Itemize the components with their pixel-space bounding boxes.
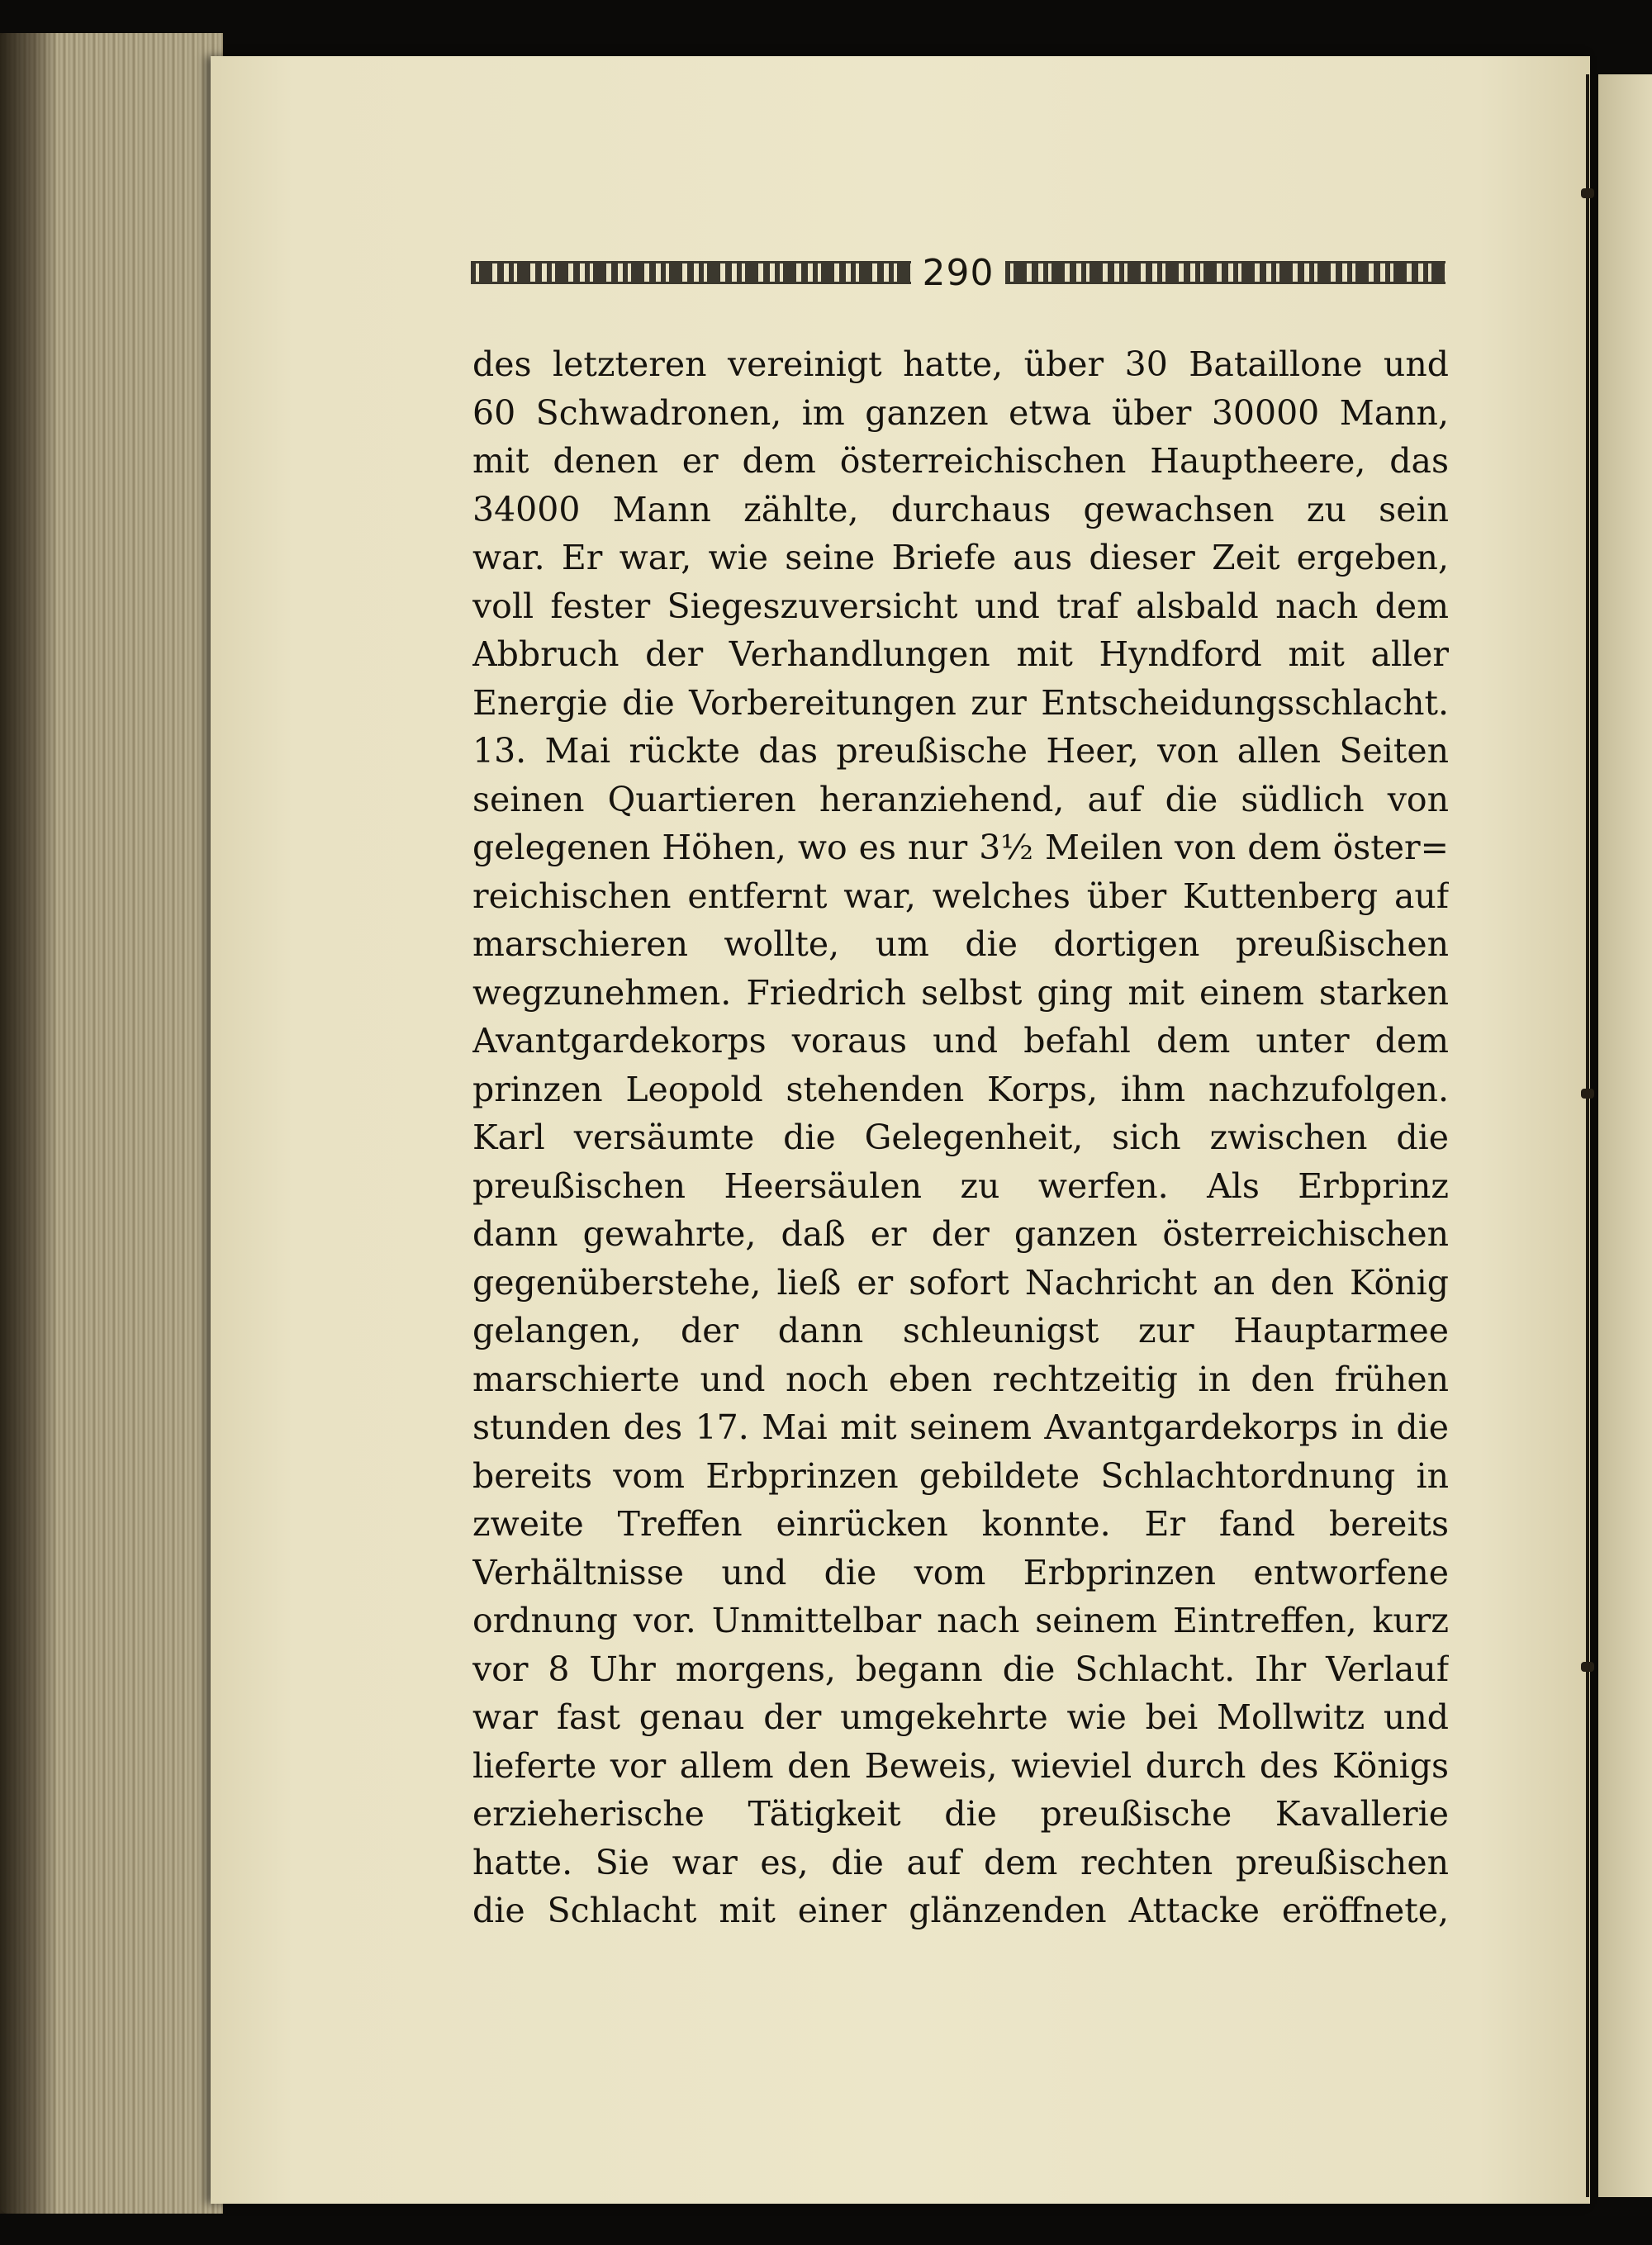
text-line-content: ordnung vor. Unmittelbar nach seinem Eintreffen, kurz (472, 1601, 1449, 1640)
text-line (472, 1259, 1449, 1308)
text-line (472, 969, 1449, 1018)
text-line (472, 437, 1449, 486)
text-line-content: wegzunehmen. Friedrich selbst ging mit einem starken (472, 972, 1449, 1013)
text-line-content: mit denen er dem österreichischen Hauptheere, das (472, 441, 1449, 481)
text-line (472, 1355, 1449, 1404)
text-line (472, 776, 1449, 824)
text-line (472, 1597, 1449, 1645)
header-ornament-left (471, 261, 911, 284)
binding-knot (1581, 188, 1594, 198)
binding-knot (1581, 1662, 1594, 1672)
text-line (472, 1693, 1449, 1742)
text-line-content: marschieren wollte, um die dortigen preußischen (472, 924, 1449, 964)
text-line-content: bereits vom Erbprinzen gebildete Schlachtordnung in (472, 1455, 1449, 1496)
facing-page-edge (1598, 74, 1652, 2197)
text-line (472, 920, 1449, 969)
text-line-content: marschierte und noch eben rechtzeitig in den frühen (472, 1359, 1449, 1399)
binding-thread (1586, 74, 1589, 2197)
text-line (472, 1307, 1449, 1355)
text-line (472, 1742, 1449, 1791)
text-line (472, 1403, 1449, 1452)
text-line-content: stunden des 17. Mai mit seinem Avantgardekorps in die (472, 1407, 1449, 1447)
running-header (471, 248, 1446, 297)
text-line-content: 60 Schwadronen, im ganzen etwa über 30000 Mann, (472, 392, 1449, 433)
text-line-content: preußischen Heersäulen zu werfen. Als Erbprinz (472, 1165, 1449, 1206)
text-line-content: die Schlacht mit einer glänzenden Attacke eröffnete, (472, 1891, 1449, 1930)
text-line-content: 13. Mai rückte das preußische Heer, von allen Seiten (472, 731, 1449, 771)
text-line (472, 823, 1449, 872)
header-ornament-right (1005, 261, 1446, 284)
text-line-content: voll fester Siegeszuversicht und traf alsbald nach dem (472, 586, 1449, 626)
text-line (472, 872, 1449, 921)
text-line (472, 389, 1449, 438)
text-line (472, 1645, 1449, 1694)
text-line (472, 1887, 1449, 1935)
text-line (472, 1210, 1449, 1259)
text-line (472, 534, 1449, 582)
body-text (472, 340, 1449, 1935)
text-line-content: Abbruch der Verhandlungen mit Hyndford mit aller (472, 634, 1449, 674)
text-line-content: Avantgardekorps voraus und befahl dem unter dem (472, 1021, 1449, 1061)
text-line (472, 1452, 1449, 1501)
text-line-content: Energie die Vorbereitungen zur Entscheidungsschlacht. (472, 682, 1449, 723)
text-line (472, 679, 1449, 728)
text-line (472, 1790, 1449, 1839)
text-line-content: seinen Quartieren heranziehend, auf die südlich von (472, 779, 1449, 819)
text-line-content: hatte. Sie war es, die auf dem rechten preußischen (472, 1842, 1449, 1882)
text-line-content: vor 8 Uhr morgens, begann die Schlacht. Ihr Verlauf (472, 1649, 1449, 1689)
text-line (472, 630, 1449, 679)
text-line (472, 1113, 1449, 1162)
text-line (472, 1017, 1449, 1066)
text-line (472, 1162, 1449, 1211)
binding-knot (1581, 1089, 1594, 1099)
text-line-content: lieferte vor allem den Beweis, wieviel durch des Königs (472, 1745, 1449, 1786)
text-line-content: prinzen Leopold stehenden Korps, ihm nachzufolgen. (472, 1069, 1449, 1109)
page-number: 290 (922, 251, 995, 294)
text-line (472, 1839, 1449, 1887)
book-shadow (0, 33, 58, 2214)
text-line (472, 727, 1449, 776)
text-line (472, 1500, 1449, 1549)
text-line-content: zweite Treffen einrücken konnte. Er fand bereits (472, 1504, 1449, 1544)
text-line-content: dann gewahrte, daß er der ganzen österreichischen (472, 1214, 1449, 1254)
text-line (472, 340, 1449, 389)
text-line (472, 582, 1449, 631)
text-line (472, 486, 1449, 534)
text-line-content: reichischen entfernt war, welches über Kuttenberg auf (472, 876, 1449, 916)
text-line-content: gegenüberstehe, ließ er sofort Nachricht an den König (472, 1262, 1449, 1303)
text-line-content: gelegenen Höhen, wo es nur 3½ Meilen von dem öster= (472, 828, 1449, 867)
text-line-content: erzieherische Tätigkeit die preußische Kavallerie (472, 1794, 1449, 1834)
text-line-content: Karl versäumte die Gelegenheit, sich zwischen die (472, 1118, 1449, 1157)
text-line-content: des letzteren vereinigt hatte, über 30 Bataillone und (472, 344, 1449, 384)
text-line-content: Verhältnisse und die vom Erbprinzen entworfene (472, 1552, 1449, 1592)
text-line (472, 1066, 1449, 1114)
text-line-content: gelangen, der dann schleunigst zur Hauptarmee (472, 1311, 1449, 1350)
text-line-content: war. Er war, wie seine Briefe aus dieser Zeit ergeben, (472, 538, 1449, 577)
text-line-content: 34000 Mann zählte, durchaus gewachsen zu sein (472, 489, 1449, 529)
text-line (472, 1549, 1449, 1597)
text-line-content: war fast genau der umgekehrte wie bei Mollwitz und (472, 1697, 1449, 1737)
